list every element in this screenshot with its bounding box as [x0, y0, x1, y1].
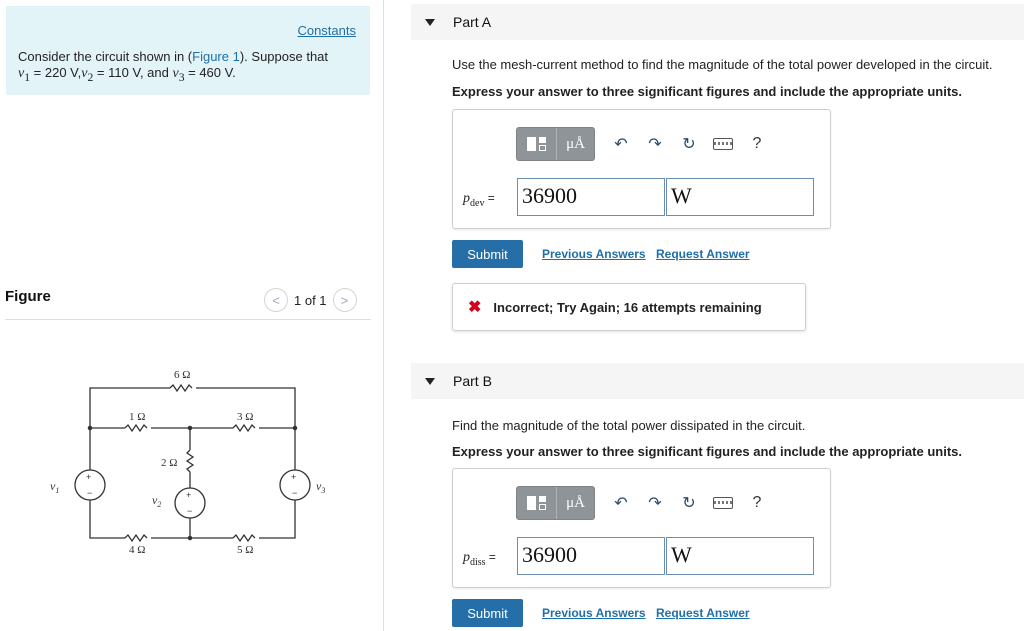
- part-b-request-answer-link[interactable]: Request Answer: [656, 606, 750, 620]
- part-b-answer-box: [452, 468, 831, 588]
- v2-minus: −: [187, 506, 193, 516]
- part-a-value-input[interactable]: 36900: [517, 178, 665, 216]
- part-b-value-input[interactable]: 36900: [517, 537, 665, 575]
- part-b-title: Part B: [453, 373, 492, 389]
- label-3ohm: 3 Ω: [237, 411, 254, 423]
- part-a-instruction: Use the mesh-current method to find the magnitude of the total power developed in the circuit.: [452, 57, 993, 72]
- template-group: [516, 127, 595, 161]
- error-x-icon: ✖: [468, 299, 482, 316]
- wire-bottom-right: [259, 500, 295, 538]
- part-b-header[interactable]: [411, 363, 1024, 399]
- part-b-emphasis: Express your answer to three significant figures and include the appropriate units.: [452, 444, 962, 459]
- collapse-caret-icon[interactable]: [425, 378, 435, 385]
- reset-icon[interactable]: ↻: [682, 495, 696, 512]
- v2-plus: +: [186, 490, 192, 500]
- part-a-feedback: [452, 283, 806, 331]
- part-b-variable-label: $p_{diss}$ =: [463, 550, 496, 568]
- part-a-request-answer-link[interactable]: Request Answer: [656, 247, 750, 261]
- prev-figure-button[interactable]: <: [264, 288, 288, 312]
- label-4ohm: 4 Ω: [129, 544, 146, 556]
- part-a-answer-box: [452, 109, 831, 229]
- figure-title: Figure: [5, 288, 51, 305]
- part-a-variable-label: $p_{dev}$ =: [463, 191, 495, 209]
- keyboard-icon: [713, 138, 733, 150]
- label-6ohm: 6 Ω: [174, 369, 191, 381]
- problem-panel: [0, 0, 384, 631]
- resistor-5ohm: [233, 535, 255, 541]
- label-1ohm: 1 Ω: [129, 411, 146, 423]
- part-a-submit-button[interactable]: Submit: [452, 240, 523, 268]
- next-figure-button[interactable]: >: [333, 288, 357, 312]
- templates-button[interactable]: [517, 128, 557, 160]
- templates-icon: [527, 496, 546, 510]
- questions-panel: [384, 0, 1024, 631]
- templates-icon: [527, 137, 546, 151]
- resistor-2ohm: [187, 450, 193, 472]
- undo-icon[interactable]: ↶: [614, 495, 628, 512]
- v3-plus: +: [291, 472, 297, 482]
- part-b-instruction: Find the magnitude of the total power dissipated in the circuit.: [452, 418, 806, 433]
- math-toolbar: [516, 125, 773, 163]
- wire-left-b: [90, 500, 125, 538]
- help-icon[interactable]: ?: [752, 494, 762, 511]
- resistor-3ohm: [233, 425, 255, 431]
- circuit-diagram: [40, 360, 340, 560]
- keyboard-icon: [713, 497, 733, 509]
- label-v1: $v_1$: [50, 479, 60, 495]
- resistor-1ohm: [125, 425, 147, 431]
- part-b-submit-button[interactable]: Submit: [452, 599, 523, 627]
- figure-link[interactable]: Figure 1: [192, 49, 240, 64]
- resistor-4ohm: [125, 535, 147, 541]
- figure-pager: [264, 288, 357, 312]
- v1-minus: −: [87, 488, 93, 498]
- units-button[interactable]: μÅ: [566, 135, 585, 152]
- redo-icon[interactable]: ↷: [648, 495, 662, 512]
- units-button[interactable]: μÅ: [566, 494, 585, 511]
- keyboard-button[interactable]: [707, 128, 739, 160]
- pager-count: 1 of 1: [294, 292, 327, 308]
- math-toolbar: [516, 484, 773, 522]
- feedback-message: Incorrect; Try Again; 16 attempts remaining: [493, 299, 762, 315]
- part-a-header[interactable]: [411, 4, 1024, 40]
- reset-icon[interactable]: ↻: [682, 136, 696, 153]
- collapse-caret-icon[interactable]: [425, 19, 435, 26]
- v1-plus: +: [86, 472, 92, 482]
- label-v2: $v_2$: [152, 493, 162, 509]
- templates-button[interactable]: [517, 487, 557, 519]
- v3-minus: −: [292, 488, 298, 498]
- constants-link[interactable]: Constants: [297, 23, 356, 38]
- part-a-previous-answers-link[interactable]: Previous Answers: [542, 247, 646, 261]
- help-icon[interactable]: ?: [752, 135, 762, 152]
- part-a-emphasis: Express your answer to three significant figures and include the appropriate units.: [452, 84, 962, 99]
- label-2ohm: 2 Ω: [161, 457, 178, 469]
- redo-icon[interactable]: ↷: [648, 136, 662, 153]
- part-b-unit-input[interactable]: W: [666, 537, 814, 575]
- problem-statement-box: [6, 6, 370, 95]
- label-5ohm: 5 Ω: [237, 544, 254, 556]
- part-b-previous-answers-link[interactable]: Previous Answers: [542, 606, 646, 620]
- resistor-6ohm: [170, 385, 192, 391]
- part-a-unit-input[interactable]: W: [666, 178, 814, 216]
- figure-divider: [5, 319, 371, 320]
- part-a-title: Part A: [453, 14, 492, 30]
- label-v3: $v_3$: [316, 479, 326, 495]
- keyboard-button[interactable]: [707, 487, 739, 519]
- undo-icon[interactable]: ↶: [614, 136, 628, 153]
- node-center-bottom: [188, 536, 191, 539]
- problem-text: Consider the circuit shown in (Figure 1). Suppose that $v_1 = 220$ $V,v_2 = 110$ V, and $v_3 = 460$ V.: [18, 49, 329, 84]
- template-group: [516, 486, 595, 520]
